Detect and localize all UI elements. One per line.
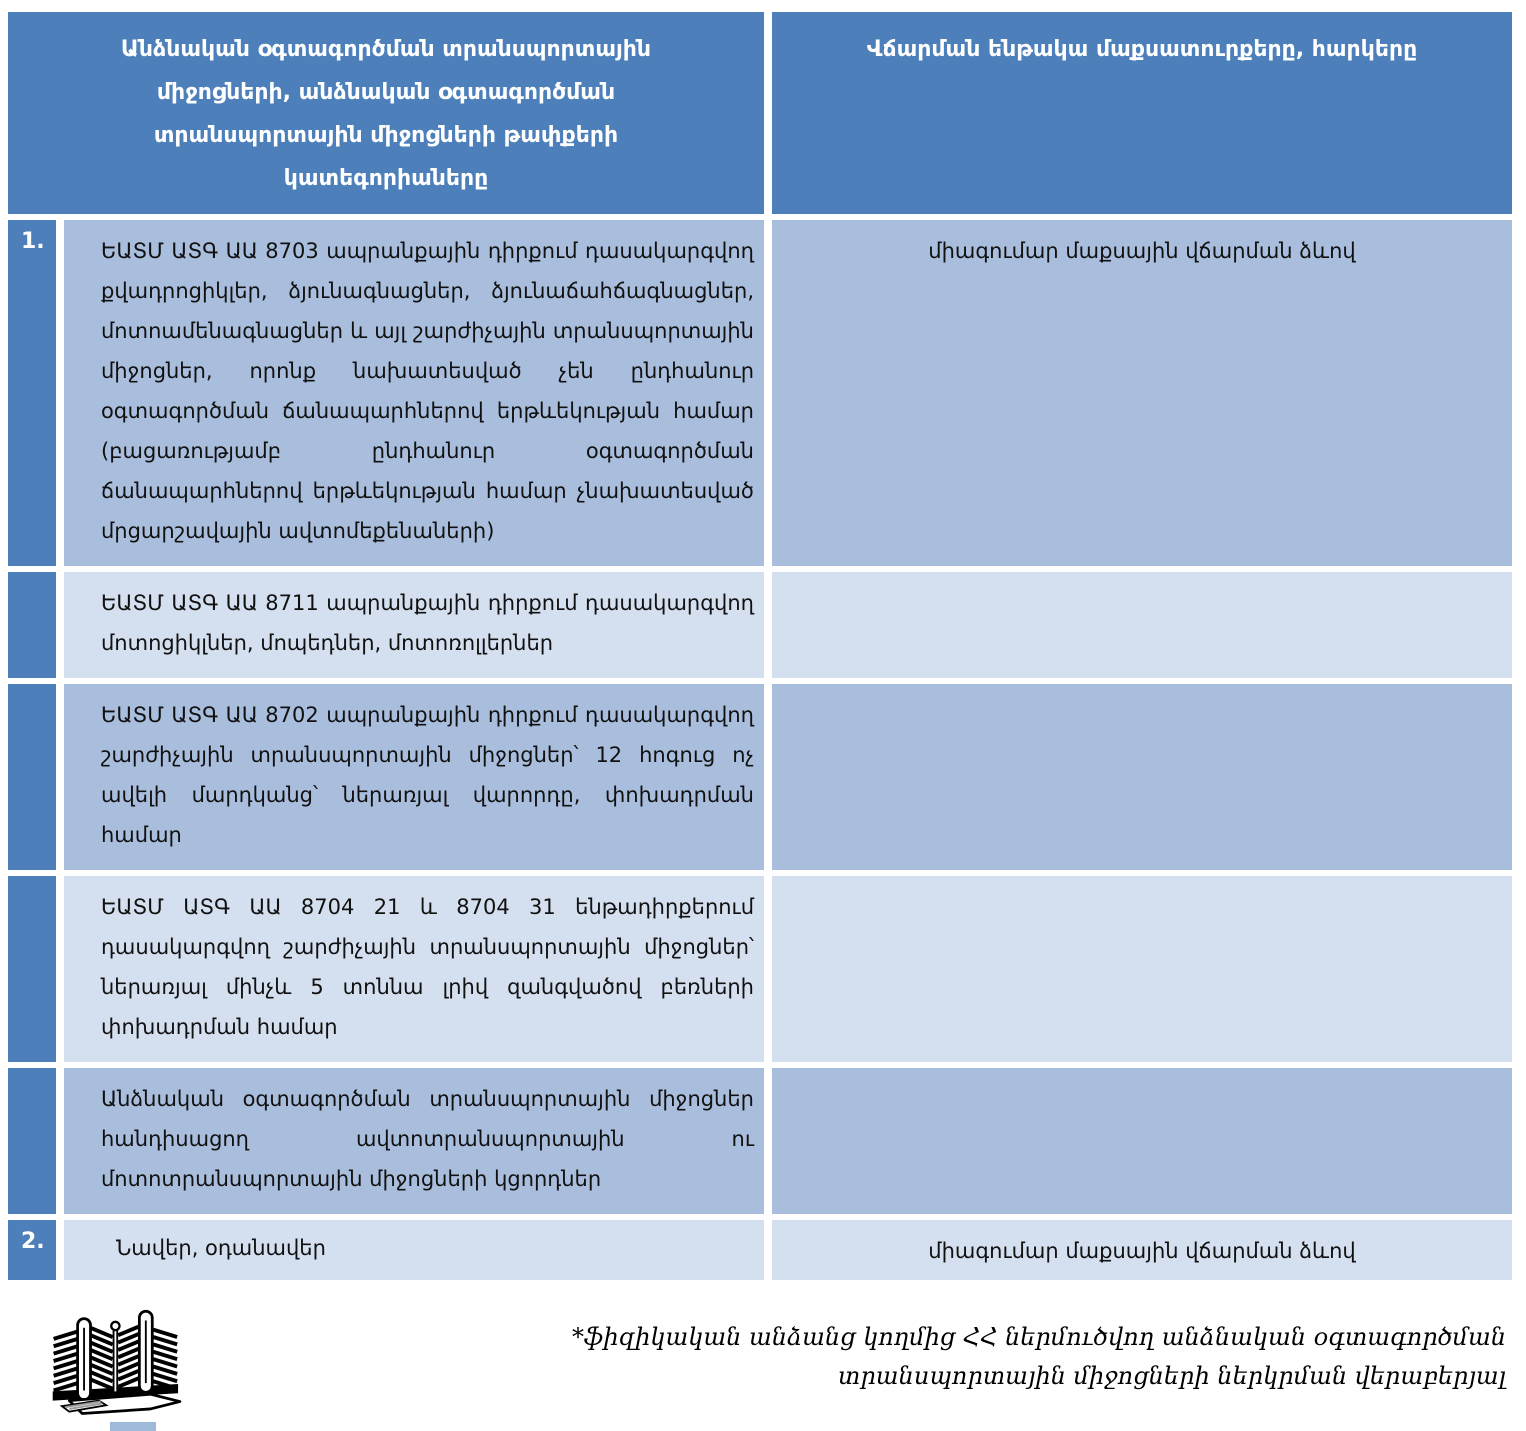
vehicle-description: ԵԱՏՄ ԱՏԳ ԱԱ 8702 ապրանքային դիրքում դասակարգվող շարժիչային տրանսպորտային միջոցներ՝ 12 հոգուց ոչ ավելի մարդկանց՝ ներառյալ վարորդը, փոխադրման համար [64, 684, 764, 870]
payment-method: միագումար մաքսային վճարման ձևով [772, 220, 1512, 566]
payment-method [772, 572, 1512, 678]
vehicle-description: ԵԱՏՄ ԱՏԳ ԱԱ 8704 21 և 8704 31 ենթադիրքերում դասակարգվող շարժիչային տրանսպորտային միջոցներ՝ ներառյալ մինչև 5 տոննա լրիվ զանգվածով բեռների փոխադրման համար [64, 876, 764, 1062]
vehicle-description: Նավեր, օդանավեր [64, 1220, 764, 1280]
table-header-payments: Վճարման ենթակա մաքսատուրքերը, հարկերը [772, 12, 1512, 214]
footnote [252, 1302, 1512, 1396]
vehicle-description: Անձնական օգտագործման տրանսպորտային միջոցներ հանդիսացող ավտոտրանսպորտային ու մոտոտրանսպորտային միջոցների կցորդներ [64, 1068, 764, 1214]
page-footer [8, 1302, 1512, 1431]
row-number: 1. [8, 220, 56, 566]
payment-method [772, 684, 1512, 870]
table-header-categories: Անձնական օգտագործման տրանսպորտային միջոցների, անձնական օգտագործման տրանսպորտային միջոցների թափքերի կատեգորիաները [8, 12, 764, 214]
footnote-line-2: տրանսպորտային միջոցների ներկրման վերաբերյալ [838, 1362, 1506, 1390]
row-number [8, 684, 56, 870]
open-book-logo [22, 1302, 252, 1431]
logo-blue-bar [110, 1422, 156, 1431]
row-number [8, 572, 56, 678]
payment-method: միագումար մաքսային վճարման ձևով [772, 1220, 1512, 1280]
row-number: 2. [8, 1220, 56, 1280]
payment-method [772, 1068, 1512, 1214]
open-book-emblem-icon [22, 1302, 218, 1420]
row-number [8, 876, 56, 1062]
payment-method [772, 876, 1512, 1062]
row-number [8, 1068, 56, 1214]
vehicle-description: ԵԱՏՄ ԱՏԳ ԱԱ 8711 ապրանքային դիրքում դասակարգվող մոտոցիկլներ, մոպեդներ, մոտոռոլլերներ [64, 572, 764, 678]
customs-table [8, 12, 1512, 1280]
footnote-line-1: *ֆիզիկական անձանց կողմից ՀՀ ներմուծվող անձնական օգտագործման [572, 1323, 1506, 1351]
vehicle-description: ԵԱՏՄ ԱՏԳ ԱԱ 8703 ապրանքային դիրքում դասակարգվող քվադրոցիկլեր, ձյունագնացներ, ձյունաճահճագնացներ, մոտոամենագնացներ և այլ շարժիչային տրանսպորտային միջոցներ, որոնք նախատեսված չեն ընդհանուր օգտագործման ճանապարհներով երթևեկության համար (բացառությամբ ընդհանուր օգտագործման ճանապարհներով երթևեկության համար չնախատեսված մրցարշավային ավտոմեքենաների) [64, 220, 764, 566]
